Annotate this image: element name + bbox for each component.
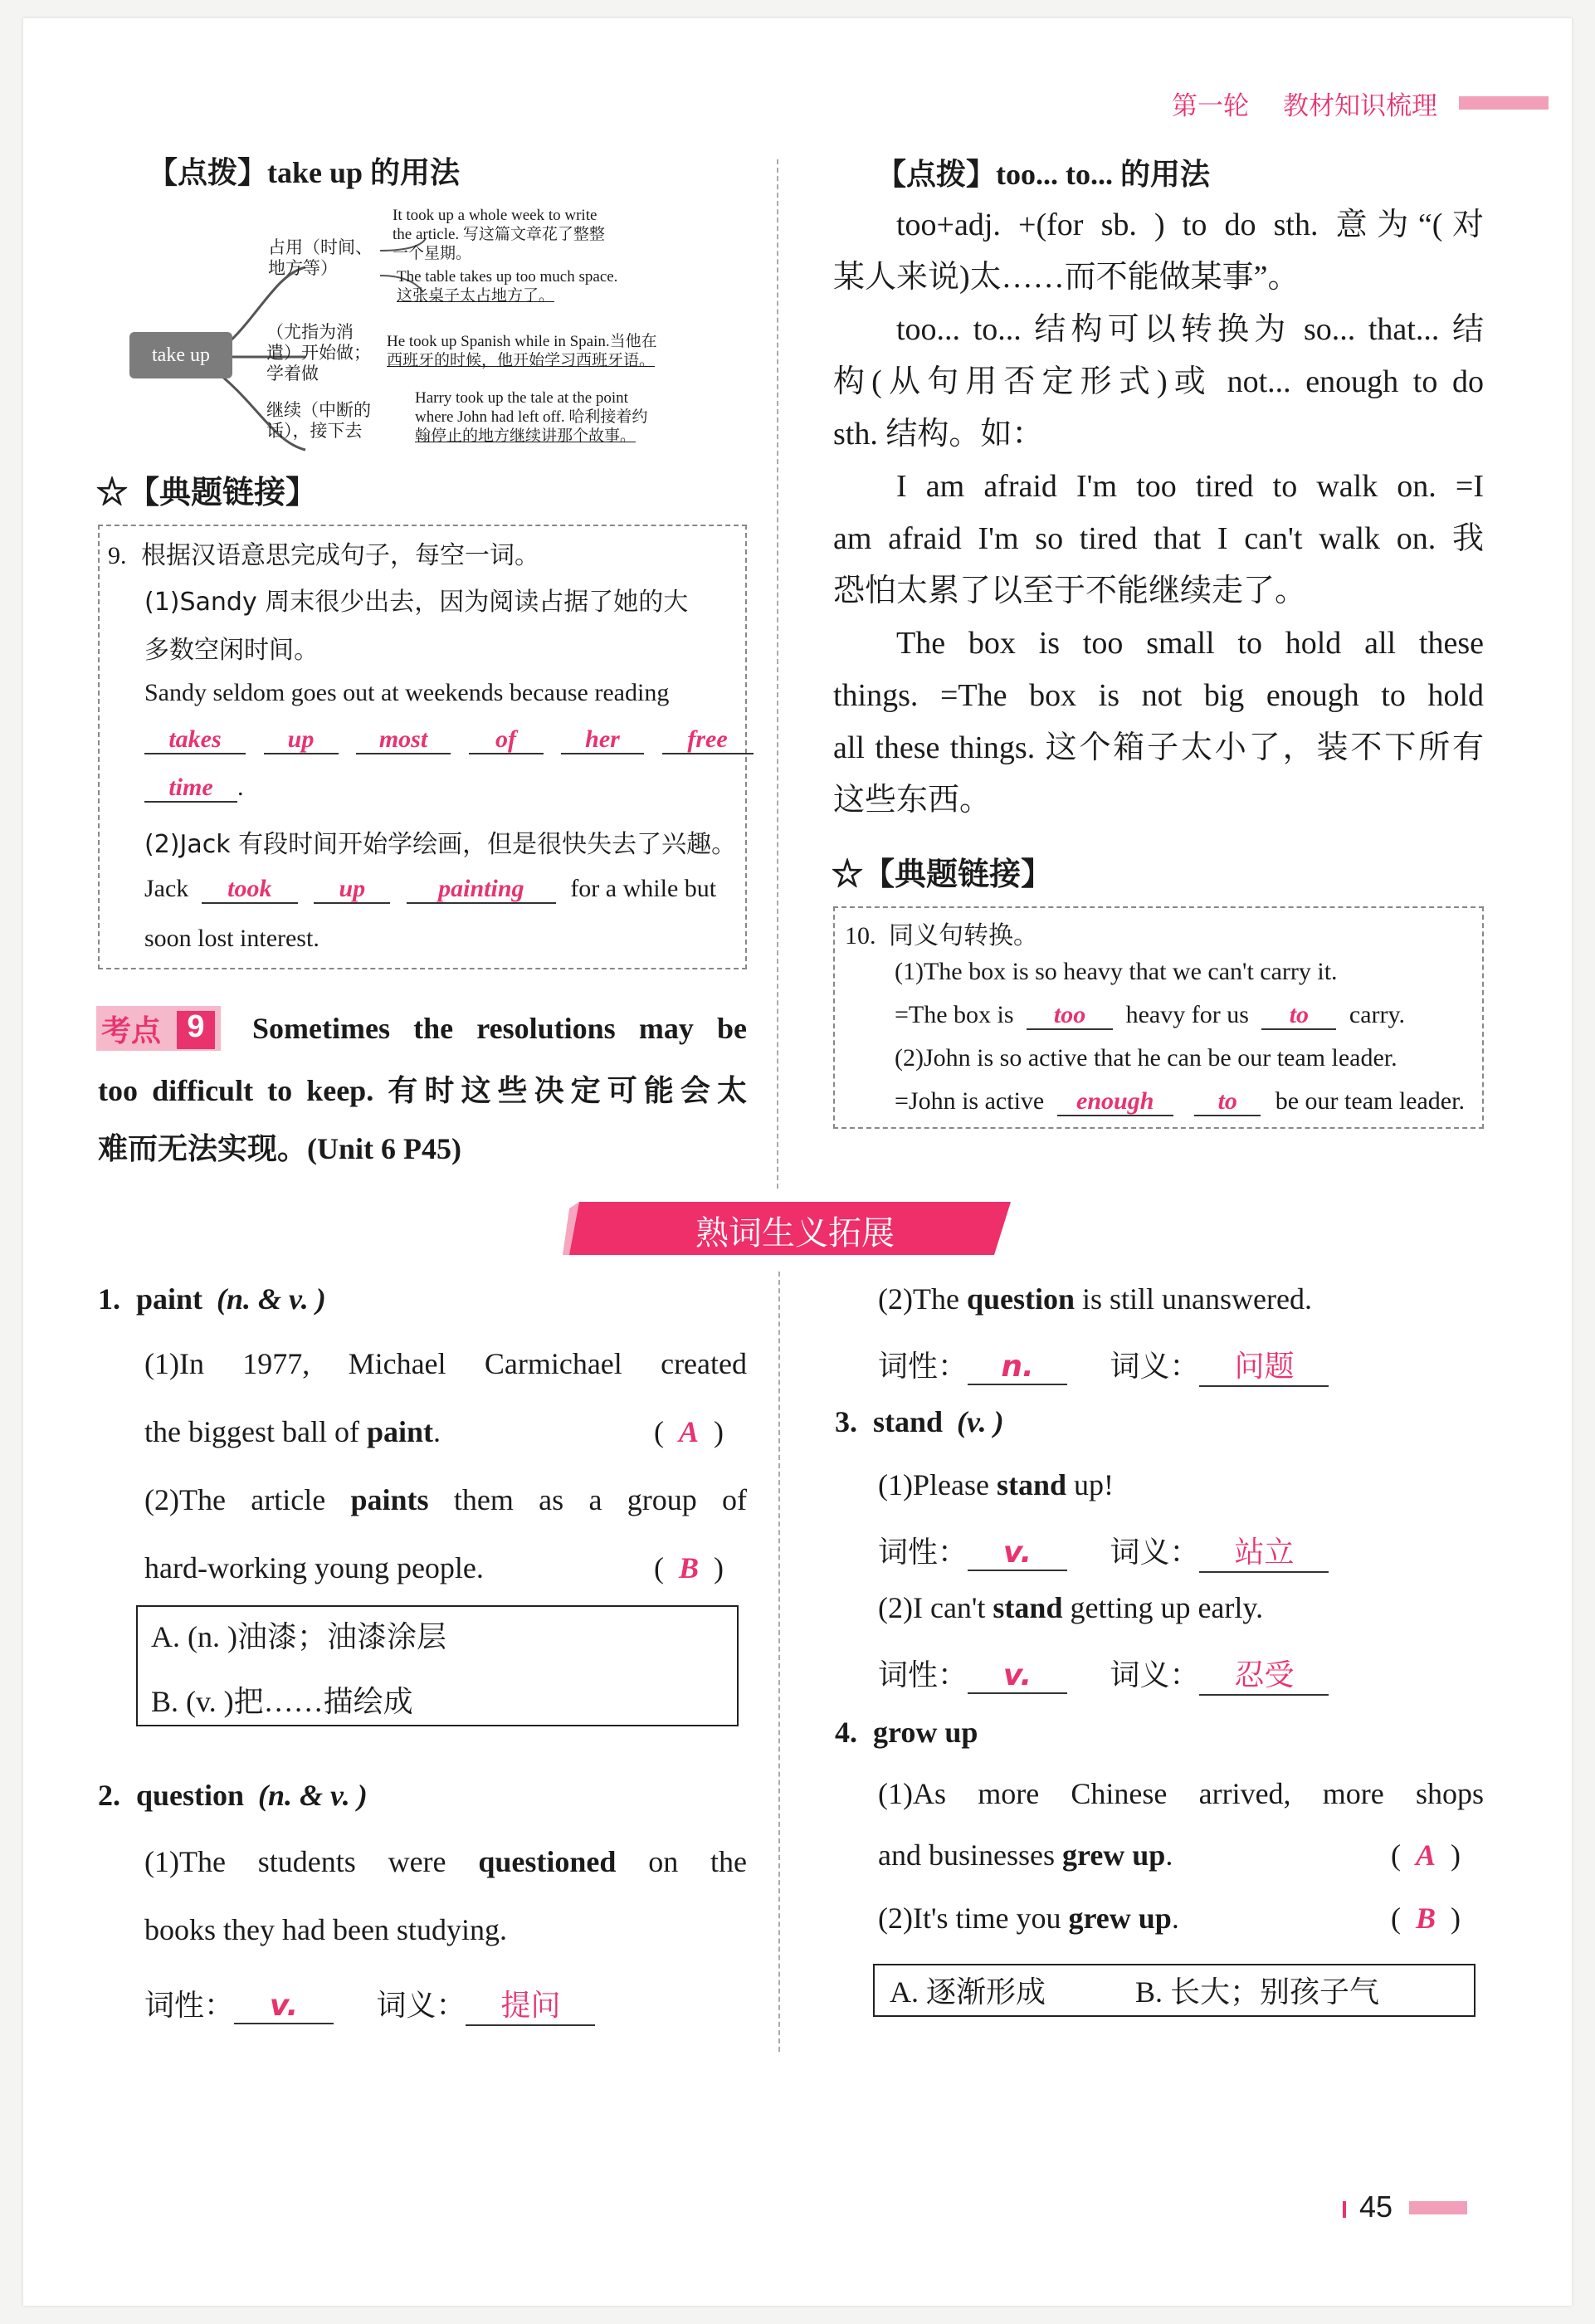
q9-item1-cn-1: (1)Sandy 周末很少出去，因为阅读占据了她的大 bbox=[144, 588, 689, 617]
paint-option-a: A. (n. )油漆；油漆涂层 bbox=[151, 1620, 446, 1653]
paint-sentence1-line1: (1)In 1977, Michael Carmichael created bbox=[144, 1347, 747, 1380]
answer-blank: to bbox=[1194, 1087, 1261, 1116]
section-banner-title: 熟词生义拓展 bbox=[695, 1214, 895, 1252]
page-number: 45 bbox=[1359, 2190, 1393, 2224]
take-up-tip-title: 【点拨】take up 的用法 bbox=[148, 156, 461, 189]
answer-blank: too bbox=[1027, 1001, 1113, 1030]
header-bar bbox=[1459, 96, 1549, 110]
kaodian-line1: Sometimes the resolutions may be bbox=[252, 1012, 747, 1045]
q10-item1-b: =The box is too heavy for us to carry. bbox=[895, 1001, 1406, 1028]
answer-blank: n. bbox=[968, 1350, 1067, 1385]
answer-blank: her bbox=[561, 725, 644, 754]
grow-up-option-b: B. 长大；别孩子气 bbox=[1135, 1975, 1380, 2009]
q10-item2: (2)John is so active that he can be our team leader. bbox=[895, 1044, 1397, 1072]
grow-up-sentence2: (2)It's time you grew up. bbox=[878, 1902, 1179, 1935]
branch1-example1: It took up a whole week to write the article. 写这篇文章花了整整 一个星期。 bbox=[393, 207, 605, 262]
answer-blank: of bbox=[469, 725, 544, 754]
q9-item2-en: Jack took up painting for a while but bbox=[144, 875, 717, 902]
textbook-page bbox=[23, 18, 1572, 2306]
paint-answer2: ( B ) bbox=[654, 1551, 724, 1584]
question-sentence2: (2)The question is still unanswered. bbox=[878, 1282, 1312, 1316]
answer-blank: 站立 bbox=[1199, 1529, 1329, 1573]
grow-up-answer2: ( B ) bbox=[1391, 1902, 1461, 1935]
question-sentence1-line2: books they had been studying. bbox=[144, 1913, 507, 1946]
kaodian-line3: 难而无法实现。(Unit 6 P45) bbox=[98, 1132, 461, 1165]
answer-blank: 忍受 bbox=[1199, 1652, 1329, 1696]
q9-item1-answers-row2: time . bbox=[144, 774, 244, 803]
q9-item2-cn: (2)Jack 有段时间开始学绘画，但是很快失去了兴趣。 bbox=[144, 830, 737, 859]
branch2-label: （尤指为消 遣）开始做； 学着做 bbox=[266, 322, 371, 383]
q10-item2-b: =John is active enough to be our team leader. bbox=[895, 1087, 1465, 1115]
footer-bar bbox=[1409, 2201, 1467, 2214]
stand-sentence2: (2)I can't stand getting up early. bbox=[878, 1591, 1264, 1624]
paint-sentence2-line1: (2)The article paints them as a group of bbox=[144, 1483, 748, 1516]
answer-blank: v. bbox=[234, 1990, 334, 2024]
vocab-stand-heading: 3. stand (v. ) bbox=[835, 1405, 1004, 1438]
too-to-tip-title: 【点拨】too... to... 的用法 bbox=[876, 158, 1210, 191]
answer-blank: enough bbox=[1057, 1087, 1173, 1116]
branch1-example2: The table takes up too much space. 这张桌子太占地方了。 bbox=[397, 268, 618, 305]
paint-sentence2-line2: hard-working young people. bbox=[144, 1551, 484, 1584]
answer-blank: v. bbox=[968, 1659, 1067, 1694]
header-round: 第一轮 bbox=[1172, 91, 1249, 121]
answer-blank: 问题 bbox=[1199, 1343, 1329, 1387]
q9-item1-cn-2: 多数空闲时间。 bbox=[144, 636, 319, 665]
answer-blank: free bbox=[662, 725, 754, 754]
take-up-center-label: take up bbox=[152, 344, 210, 366]
column-divider bbox=[777, 159, 778, 1189]
question-sentence1-line1: (1)The students were questioned on the bbox=[144, 1845, 748, 1878]
vocab-paint-heading: 1. paint (n. & v. ) bbox=[98, 1282, 326, 1316]
lower-column-divider bbox=[778, 1272, 780, 2052]
footer-tick bbox=[1343, 2201, 1346, 2218]
stand-pos-row1: 词性： v. 词义： 站立 bbox=[878, 1529, 1329, 1573]
kaodian-number: 9 bbox=[187, 1009, 205, 1044]
answer-blank: up bbox=[264, 725, 339, 754]
branch1-label: 占用（时间、 地方等） bbox=[268, 237, 373, 278]
vocab-grow-up-heading: 4. grow up bbox=[835, 1716, 978, 1749]
grow-up-option-a: A. 逐渐形成 bbox=[890, 1975, 1046, 2009]
stand-sentence1: (1)Please stand up! bbox=[878, 1468, 1114, 1501]
answer-blank: most bbox=[356, 725, 451, 754]
grow-up-sentence1-line2: and businesses grew up. bbox=[878, 1838, 1173, 1872]
answer-blank: to bbox=[1261, 1001, 1336, 1030]
take-up-center-node bbox=[129, 332, 232, 378]
grow-up-answer1: ( A ) bbox=[1391, 1838, 1461, 1872]
answer-blank: time bbox=[144, 774, 237, 803]
right-link-title: ☆【典题链接】 bbox=[832, 857, 1053, 892]
answer-blank: v. bbox=[968, 1536, 1067, 1571]
paint-answer1: ( A ) bbox=[654, 1415, 724, 1448]
header-section: 教材知识梳理 bbox=[1283, 91, 1437, 121]
kaodian-label: 考点 bbox=[101, 1014, 162, 1048]
answer-blank: up bbox=[314, 875, 390, 904]
stand-pos-row2: 词性： v. 词义： 忍受 bbox=[878, 1652, 1329, 1696]
answer-blank: painting bbox=[407, 875, 556, 904]
too-to-explanation: too+adj. +(for sb. ) to do sth. 意为“(对 某人来说)太……而不能做某事”。 too... to... 结构可以转换为 so... that... 结 构(从句用否定形式)或 not... enough to do sth. 结构。如： I am afraid I'm too tired to walk on. =I am afraid I'm so tired that I can't walk on. 我 恐怕太累了以至于不能继续走了。 The box is too small to hold all these things. =The box is not big enough to hold all these things. 这个箱子太小了，装不下所有 这些东西。 bbox=[833, 208, 1484, 818]
q9-item2-end: soon lost interest. bbox=[144, 925, 319, 952]
q10-header: 10. 同义句转换。 bbox=[845, 921, 1038, 950]
grow-up-sentence1-line1: (1)As more Chinese arrived, more shops bbox=[878, 1777, 1484, 1810]
answer-blank: takes bbox=[144, 725, 246, 754]
question-pos-row: 词性： v. 词义： 提问 bbox=[144, 1982, 595, 2026]
branch3-label: 继续（中断的 话），接下去 bbox=[266, 400, 371, 441]
answer-blank: took bbox=[202, 875, 298, 904]
q9-header: 9. 根据汉语意思完成句子，每空一词。 bbox=[108, 541, 539, 570]
question-pos-row2: 词性： n. 词义： 问题 bbox=[878, 1343, 1329, 1387]
paint-option-b: B. (v. )把……描绘成 bbox=[151, 1685, 413, 1718]
branch3-example: Harry took up the tale at the point where John had left off. 哈利接着约 翰停止的地方继续讲那个故事。 bbox=[415, 389, 648, 445]
answer-blank: 提问 bbox=[466, 1982, 595, 2026]
vocab-question-heading: 2. question (n. & v. ) bbox=[98, 1779, 368, 1812]
q9-item1-answers-row bbox=[144, 725, 754, 754]
q10-item1: (1)The box is so heavy that we can't carry it. bbox=[895, 958, 1338, 985]
paint-sentence1-line2: the biggest ball of paint. bbox=[144, 1415, 441, 1448]
branch2-example: He took up Spanish while in Spain.当他在 西班牙的时候，他开始学习西班牙语。 bbox=[387, 333, 657, 369]
q9-item1-en: Sandy seldom goes out at weekends because reading bbox=[144, 679, 670, 706]
kaodian-line2: too difficult to keep. 有时这些决定可能会太 bbox=[98, 1074, 747, 1107]
left-link-title: ☆【典题链接】 bbox=[96, 476, 318, 510]
